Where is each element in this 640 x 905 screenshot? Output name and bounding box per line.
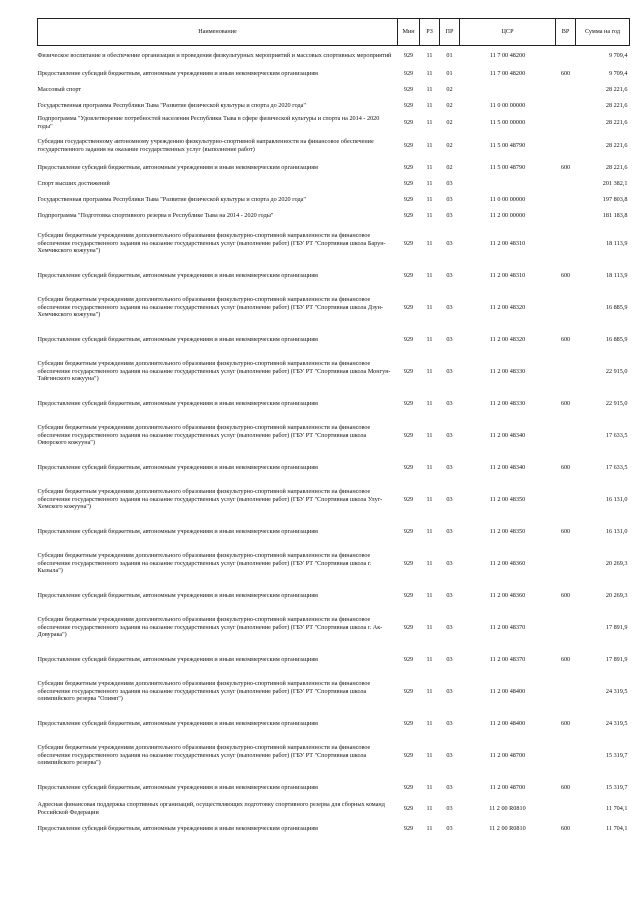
cell-csr: 11 2 00 48350	[489, 495, 526, 503]
cell-sum: 9 709,4	[608, 51, 628, 59]
cell-name: Субсидии бюджетным учреждениям дополнительного образования физкультурно-спортивной направленности на финансовое обеспечение государственного задания на оказание государственных услуг (выполнение работ) (ГБУ РТ "Спортивная школа Дзун-Хемчикского кожууна")	[37, 295, 383, 319]
cell-vr	[556, 98, 576, 114]
cell-sum: 20 269,3	[605, 559, 628, 567]
cell-rz: 11	[426, 335, 433, 343]
cell-rz: 11	[426, 211, 433, 219]
table-row	[38, 672, 630, 712]
cell-name: Субсидии бюджетным учреждениям дополнительного образования физкультурно-спортивной направленности на финансовое обеспечение государственного задания на оказание государственных услуг (выполнение работ) (ГБУ РТ "Спортивная школа Овюрского кожууна")	[37, 423, 371, 447]
cell-sum: 11 704,1	[606, 804, 628, 812]
cell-csr: 11 2 00 48340	[489, 463, 526, 471]
cell-csr: 11 2 00 48360	[489, 591, 526, 599]
table-row	[38, 66, 630, 82]
cell-name: Субсидии бюджетным учреждениям дополнительного образования физкультурно-спортивной направленности на финансовое обеспечение государственного задания на оказание государственных услуг (выполнение работ) (ГБУ РТ "Спортивная школа г. Кызыла")	[37, 551, 372, 575]
cell-rz: 11	[426, 687, 433, 695]
cell-csr: 11 2 00 48320	[489, 303, 526, 311]
cell-sum: 28 221,6	[605, 141, 628, 149]
cell-vr: 600	[560, 271, 571, 279]
cell-rz: 11	[426, 101, 433, 109]
cell-csr	[460, 82, 556, 98]
cell-pr: 03	[446, 463, 453, 471]
cell-name: Предоставление субсидий бюджетным, автономным учреждениям и иным некоммерческим организациям	[37, 527, 318, 535]
table-row	[38, 648, 630, 672]
cell-pr: 03	[446, 179, 453, 187]
cell-csr: 11 2 00 48370	[489, 655, 526, 663]
cell-vr: 600	[560, 163, 571, 171]
cell-csr: 11 2 00 48370	[489, 623, 526, 631]
cell-min: 929	[403, 367, 414, 375]
cell-vr	[556, 132, 576, 160]
cell-pr: 03	[446, 431, 453, 439]
cell-name: Государственная программа Республики Тыва "Развитие физической культуры и спорта до 2020 года"	[37, 101, 306, 109]
cell-pr: 02	[446, 85, 453, 93]
cell-sum: 18 113,9	[606, 271, 628, 279]
table-row	[38, 736, 630, 776]
cell-pr: 03	[446, 783, 453, 791]
table-row	[38, 392, 630, 416]
cell-name: Спорт высших достижений	[37, 179, 110, 187]
table-row	[38, 776, 630, 800]
cell-vr	[556, 800, 576, 818]
cell-pr: 03	[446, 719, 453, 727]
cell-sum: 22 915,0	[605, 399, 628, 407]
table-row	[38, 176, 630, 192]
cell-min: 929	[403, 101, 414, 109]
cell-name: Предоставление субсидий бюджетным, автономным учреждениям и иным некоммерческим организациям	[37, 719, 318, 727]
budget-table	[37, 18, 630, 840]
cell-rz: 11	[426, 399, 433, 407]
cell-vr	[556, 82, 576, 98]
cell-pr: 03	[446, 655, 453, 663]
cell-pr: 03	[446, 824, 453, 832]
cell-min: 929	[403, 85, 414, 93]
cell-csr: 11 2 00 48700	[489, 783, 526, 791]
cell-csr: 11 5 00 00000	[489, 118, 526, 126]
budget-table-page	[37, 18, 629, 840]
header-pr: ПР	[440, 19, 460, 46]
cell-rz: 11	[426, 804, 433, 812]
table-row	[38, 416, 630, 456]
cell-pr: 02	[446, 118, 453, 126]
cell-pr: 01	[446, 69, 453, 77]
cell-sum: 28 221,6	[605, 85, 628, 93]
cell-csr	[460, 176, 556, 192]
cell-vr	[556, 288, 576, 328]
cell-sum: 22 915,0	[605, 367, 628, 375]
cell-min: 929	[403, 719, 414, 727]
cell-pr: 03	[446, 367, 453, 375]
cell-min: 929	[403, 824, 414, 832]
table-row	[38, 352, 630, 392]
cell-min: 929	[403, 271, 414, 279]
cell-min: 929	[403, 399, 414, 407]
cell-pr: 03	[446, 751, 453, 759]
cell-name: Предоставление субсидий бюджетным, автономным учреждениям и иным некоммерческим организациям	[37, 824, 318, 832]
cell-name: Субсидии бюджетным учреждениям дополнительного образования физкультурно-спортивной направленности на финансовое обеспечение государственного задания на оказание государственных услуг (выполнение работ) (ГБУ РТ "Спортивная школа олимпийского резерва "Олимп")	[37, 679, 371, 703]
cell-rz: 11	[426, 591, 433, 599]
cell-vr	[556, 480, 576, 520]
cell-sum: 24 319,5	[605, 719, 628, 727]
cell-sum: 28 221,6	[605, 163, 628, 171]
cell-rz: 11	[426, 271, 433, 279]
cell-min: 929	[403, 211, 414, 219]
cell-vr	[556, 672, 576, 712]
cell-rz: 11	[426, 239, 433, 247]
cell-vr: 600	[560, 399, 571, 407]
cell-min: 929	[403, 51, 414, 59]
cell-csr: 11 2 00 48350	[489, 527, 526, 535]
cell-vr: 600	[560, 591, 571, 599]
cell-min: 929	[403, 687, 414, 695]
cell-vr	[556, 544, 576, 584]
cell-csr: 11 0 00 00000	[489, 195, 526, 203]
table-row	[38, 114, 630, 132]
cell-name: Предоставление субсидий бюджетным, автономным учреждениям и иным некоммерческим организациям	[37, 399, 318, 407]
cell-rz: 11	[426, 141, 433, 149]
cell-pr: 02	[446, 101, 453, 109]
cell-vr: 600	[560, 463, 571, 471]
cell-rz: 11	[426, 163, 433, 171]
table-row	[38, 608, 630, 648]
table-row	[38, 456, 630, 480]
cell-pr: 03	[446, 335, 453, 343]
cell-sum: 11 704,1	[606, 824, 628, 832]
cell-sum: 20 269,3	[605, 591, 628, 599]
cell-pr: 03	[446, 399, 453, 407]
table-row	[38, 288, 630, 328]
table-row	[38, 98, 630, 114]
table-row	[38, 712, 630, 736]
cell-rz: 11	[426, 623, 433, 631]
cell-csr: 11 2 00 48360	[489, 559, 526, 567]
cell-pr: 03	[446, 195, 453, 203]
cell-name: Физическое воспитание и обеспечение организации и проведения физкультурных мероприятий и массовых спортивных мероприятий	[37, 51, 392, 59]
cell-sum: 18 113,9	[606, 239, 628, 247]
cell-sum: 16 131,0	[605, 495, 628, 503]
cell-csr: 11 2 00 R0810	[489, 824, 526, 832]
table-row	[38, 328, 630, 352]
cell-pr: 03	[446, 271, 453, 279]
cell-sum: 16 885,9	[605, 335, 628, 343]
cell-sum: 197 803,8	[602, 195, 628, 203]
cell-vr: 600	[560, 783, 571, 791]
cell-name: Субсидии государственному автономному учреждению физкультурно-спортивной направленности на финансовое обеспечение государственного задания на оказание государственных услуг (выполнение работ)	[37, 137, 374, 153]
cell-vr: 600	[560, 655, 571, 663]
cell-csr: 11 2 00 48330	[489, 399, 526, 407]
cell-rz: 11	[426, 179, 433, 187]
cell-min: 929	[403, 431, 414, 439]
cell-name: Подпрограмма "Подготовка спортивного резерва в Республике Тыва на 2014 - 2020 годы"	[37, 211, 274, 219]
cell-vr	[556, 608, 576, 648]
cell-sum: 24 319,5	[605, 687, 628, 695]
cell-vr: 600	[560, 824, 571, 832]
table-row	[38, 520, 630, 544]
cell-rz: 11	[426, 303, 433, 311]
table-row	[38, 800, 630, 818]
cell-rz: 11	[426, 655, 433, 663]
cell-name: Предоставление субсидий бюджетным, автономным учреждениям и иным некоммерческим организациям	[37, 335, 318, 343]
cell-vr	[556, 208, 576, 224]
cell-rz: 11	[426, 783, 433, 791]
cell-csr: 11 2 00 48310	[489, 239, 526, 247]
table-row	[38, 480, 630, 520]
cell-vr	[556, 46, 576, 66]
cell-csr: 11 7 00 48200	[489, 69, 526, 77]
cell-sum: 16 885,9	[605, 303, 628, 311]
cell-sum: 16 131,0	[605, 527, 628, 535]
cell-name: Предоставление субсидий бюджетным, автономным учреждениям и иным некоммерческим организациям	[37, 463, 318, 471]
cell-vr	[556, 224, 576, 264]
cell-vr: 600	[560, 69, 571, 77]
cell-min: 929	[403, 623, 414, 631]
cell-pr: 02	[446, 141, 453, 149]
cell-name: Массовый спорт	[37, 85, 82, 93]
table-row	[38, 160, 630, 176]
cell-rz: 11	[426, 69, 433, 77]
cell-vr: 600	[560, 335, 571, 343]
cell-csr: 11 2 00 48310	[489, 271, 526, 279]
cell-vr	[556, 352, 576, 392]
table-row	[38, 132, 630, 160]
cell-rz: 11	[426, 559, 433, 567]
cell-pr: 03	[446, 804, 453, 812]
cell-csr: 11 2 00 R0810	[489, 804, 526, 812]
cell-name: Субсидии бюджетным учреждениям дополнительного образования физкультурно-спортивной направленности на финансовое обеспечение государственного задания на оказание государственных услуг (выполнение работ) (ГБУ РТ "Спортивная школа Барун-Хемчикского кожууна")	[37, 231, 386, 255]
cell-min: 929	[403, 655, 414, 663]
cell-sum: 28 221,6	[605, 118, 628, 126]
table-row	[38, 82, 630, 98]
cell-min: 929	[403, 69, 414, 77]
cell-rz: 11	[426, 118, 433, 126]
cell-min: 929	[403, 335, 414, 343]
table-header-row	[38, 19, 630, 46]
cell-min: 929	[403, 591, 414, 599]
cell-min: 929	[403, 118, 414, 126]
table-row	[38, 208, 630, 224]
cell-sum: 15 319,7	[605, 751, 628, 759]
cell-min: 929	[403, 463, 414, 471]
cell-sum: 9 709,4	[608, 69, 628, 77]
cell-min: 929	[403, 559, 414, 567]
cell-name: Предоставление субсидий бюджетным, автономным учреждениям и иным некоммерческим организациям	[37, 163, 318, 171]
header-rz: РЗ	[420, 19, 440, 46]
cell-vr	[556, 416, 576, 456]
cell-min: 929	[403, 239, 414, 247]
cell-pr: 03	[446, 591, 453, 599]
cell-pr: 03	[446, 303, 453, 311]
cell-sum: 17 633,5	[605, 463, 628, 471]
cell-pr: 03	[446, 687, 453, 695]
cell-pr: 01	[446, 51, 453, 59]
cell-min: 929	[403, 303, 414, 311]
cell-name: Адресная финансовая поддержка спортивных организаций, осуществляющих подготовку спортивного резерва для сборных команд Российской Федерации	[37, 800, 385, 816]
table-row	[38, 584, 630, 608]
header-sum: Сумма на год	[576, 19, 630, 46]
cell-name: Подпрограмма "Удовлетворение потребностей населения Республики Тыва в сфере физической культуры и спорта на 2014 - 2020 годы"	[37, 114, 380, 130]
cell-rz: 11	[426, 719, 433, 727]
cell-name: Субсидии бюджетным учреждениям дополнительного образования физкультурно-спортивной направленности на финансовое обеспечение государственного задания на оказание государственных услуг (выполнение работ) (ГБУ РТ "Спортивная школа Монгун-Тайгинского кожууна")	[37, 359, 391, 383]
cell-sum: 15 319,7	[605, 783, 628, 791]
cell-csr: 11 2 00 48700	[489, 751, 526, 759]
table-row	[38, 264, 630, 288]
cell-min: 929	[403, 527, 414, 535]
cell-pr: 03	[446, 239, 453, 247]
table-row	[38, 192, 630, 208]
cell-name: Предоставление субсидий бюджетным, автономным учреждениям и иным некоммерческим организациям	[37, 69, 318, 77]
cell-csr: 11 5 00 48790	[489, 163, 526, 171]
cell-name: Субсидии бюджетным учреждениям дополнительного образования физкультурно-спортивной направленности на финансовое обеспечение государственного задания на оказание государственных услуг (выполнение работ) (ГБУ РТ "Спортивная школа г. Ак-Довурака")	[37, 615, 383, 639]
cell-sum: 181 183,8	[602, 211, 628, 219]
cell-pr: 02	[446, 163, 453, 171]
cell-rz: 11	[426, 367, 433, 375]
cell-pr: 03	[446, 495, 453, 503]
cell-csr: 11 2 00 48400	[489, 687, 526, 695]
cell-name: Государственная программа Республики Тыва "Развитие физической культуры и спорта до 2020 года"	[37, 195, 306, 203]
cell-name: Субсидии бюджетным учреждениям дополнительного образования физкультурно-спортивной направленности на финансовое обеспечение государственного задания на оказание государственных услуг (выполнение работ) (ГБУ РТ "Спортивная школа Улуг-Хемского кожууна")	[37, 487, 383, 511]
cell-sum: 17 891,9	[605, 623, 628, 631]
cell-min: 929	[403, 179, 414, 187]
cell-min: 929	[403, 783, 414, 791]
cell-sum: 17 633,5	[605, 431, 628, 439]
table-row	[38, 46, 630, 66]
cell-sum: 201 382,1	[602, 179, 628, 187]
cell-name: Предоставление субсидий бюджетным, автономным учреждениям и иным некоммерческим организациям	[37, 655, 318, 663]
cell-pr: 03	[446, 559, 453, 567]
table-row	[38, 544, 630, 584]
header-name: Наименование	[38, 19, 398, 46]
cell-csr: 11 0 00 00000	[489, 101, 526, 109]
cell-rz: 11	[426, 751, 433, 759]
cell-vr	[556, 114, 576, 132]
cell-csr: 11 2 00 48330	[489, 367, 526, 375]
cell-min: 929	[403, 495, 414, 503]
cell-name: Предоставление субсидий бюджетным, автономным учреждениям и иным некоммерческим организациям	[37, 271, 318, 279]
cell-rz: 11	[426, 85, 433, 93]
cell-pr: 03	[446, 623, 453, 631]
cell-csr: 11 7 00 48200	[489, 51, 526, 59]
header-csr: ЦСР	[460, 19, 556, 46]
cell-csr: 11 2 00 48340	[489, 431, 526, 439]
cell-csr: 11 2 00 48400	[489, 719, 526, 727]
cell-vr	[556, 176, 576, 192]
cell-rz: 11	[426, 824, 433, 832]
cell-rz: 11	[426, 51, 433, 59]
header-min: Мин	[398, 19, 420, 46]
cell-min: 929	[403, 804, 414, 812]
cell-pr: 03	[446, 211, 453, 219]
cell-min: 929	[403, 163, 414, 171]
cell-vr	[556, 736, 576, 776]
cell-min: 929	[403, 141, 414, 149]
cell-min: 929	[403, 751, 414, 759]
cell-vr: 600	[560, 719, 571, 727]
cell-sum: 28 221,6	[605, 101, 628, 109]
cell-vr: 600	[560, 527, 571, 535]
cell-min: 929	[403, 195, 414, 203]
cell-csr: 11 2 00 00000	[489, 211, 526, 219]
cell-name: Субсидии бюджетным учреждениям дополнительного образования физкультурно-спортивной направленности на финансовое обеспечение государственного задания на оказание государственных услуг (выполнение работ) (ГБУ РТ "Спортивная школа олимпийского резерва")	[37, 743, 371, 767]
cell-csr: 11 5 00 48790	[489, 141, 526, 149]
cell-name: Предоставление субсидий бюджетным, автономным учреждениям и иным некоммерческим организациям	[37, 591, 318, 599]
cell-rz: 11	[426, 495, 433, 503]
cell-name: Предоставление субсидий бюджетным, автономным учреждениям и иным некоммерческим организациям	[37, 783, 318, 791]
cell-rz: 11	[426, 195, 433, 203]
table-body	[38, 46, 630, 840]
header-vr: ВР	[556, 19, 576, 46]
cell-rz: 11	[426, 431, 433, 439]
cell-sum: 17 891,9	[605, 655, 628, 663]
cell-vr	[556, 192, 576, 208]
table-row	[38, 224, 630, 264]
table-row	[38, 818, 630, 840]
cell-pr: 03	[446, 527, 453, 535]
cell-csr: 11 2 00 48320	[489, 335, 526, 343]
cell-rz: 11	[426, 463, 433, 471]
cell-rz: 11	[426, 527, 433, 535]
